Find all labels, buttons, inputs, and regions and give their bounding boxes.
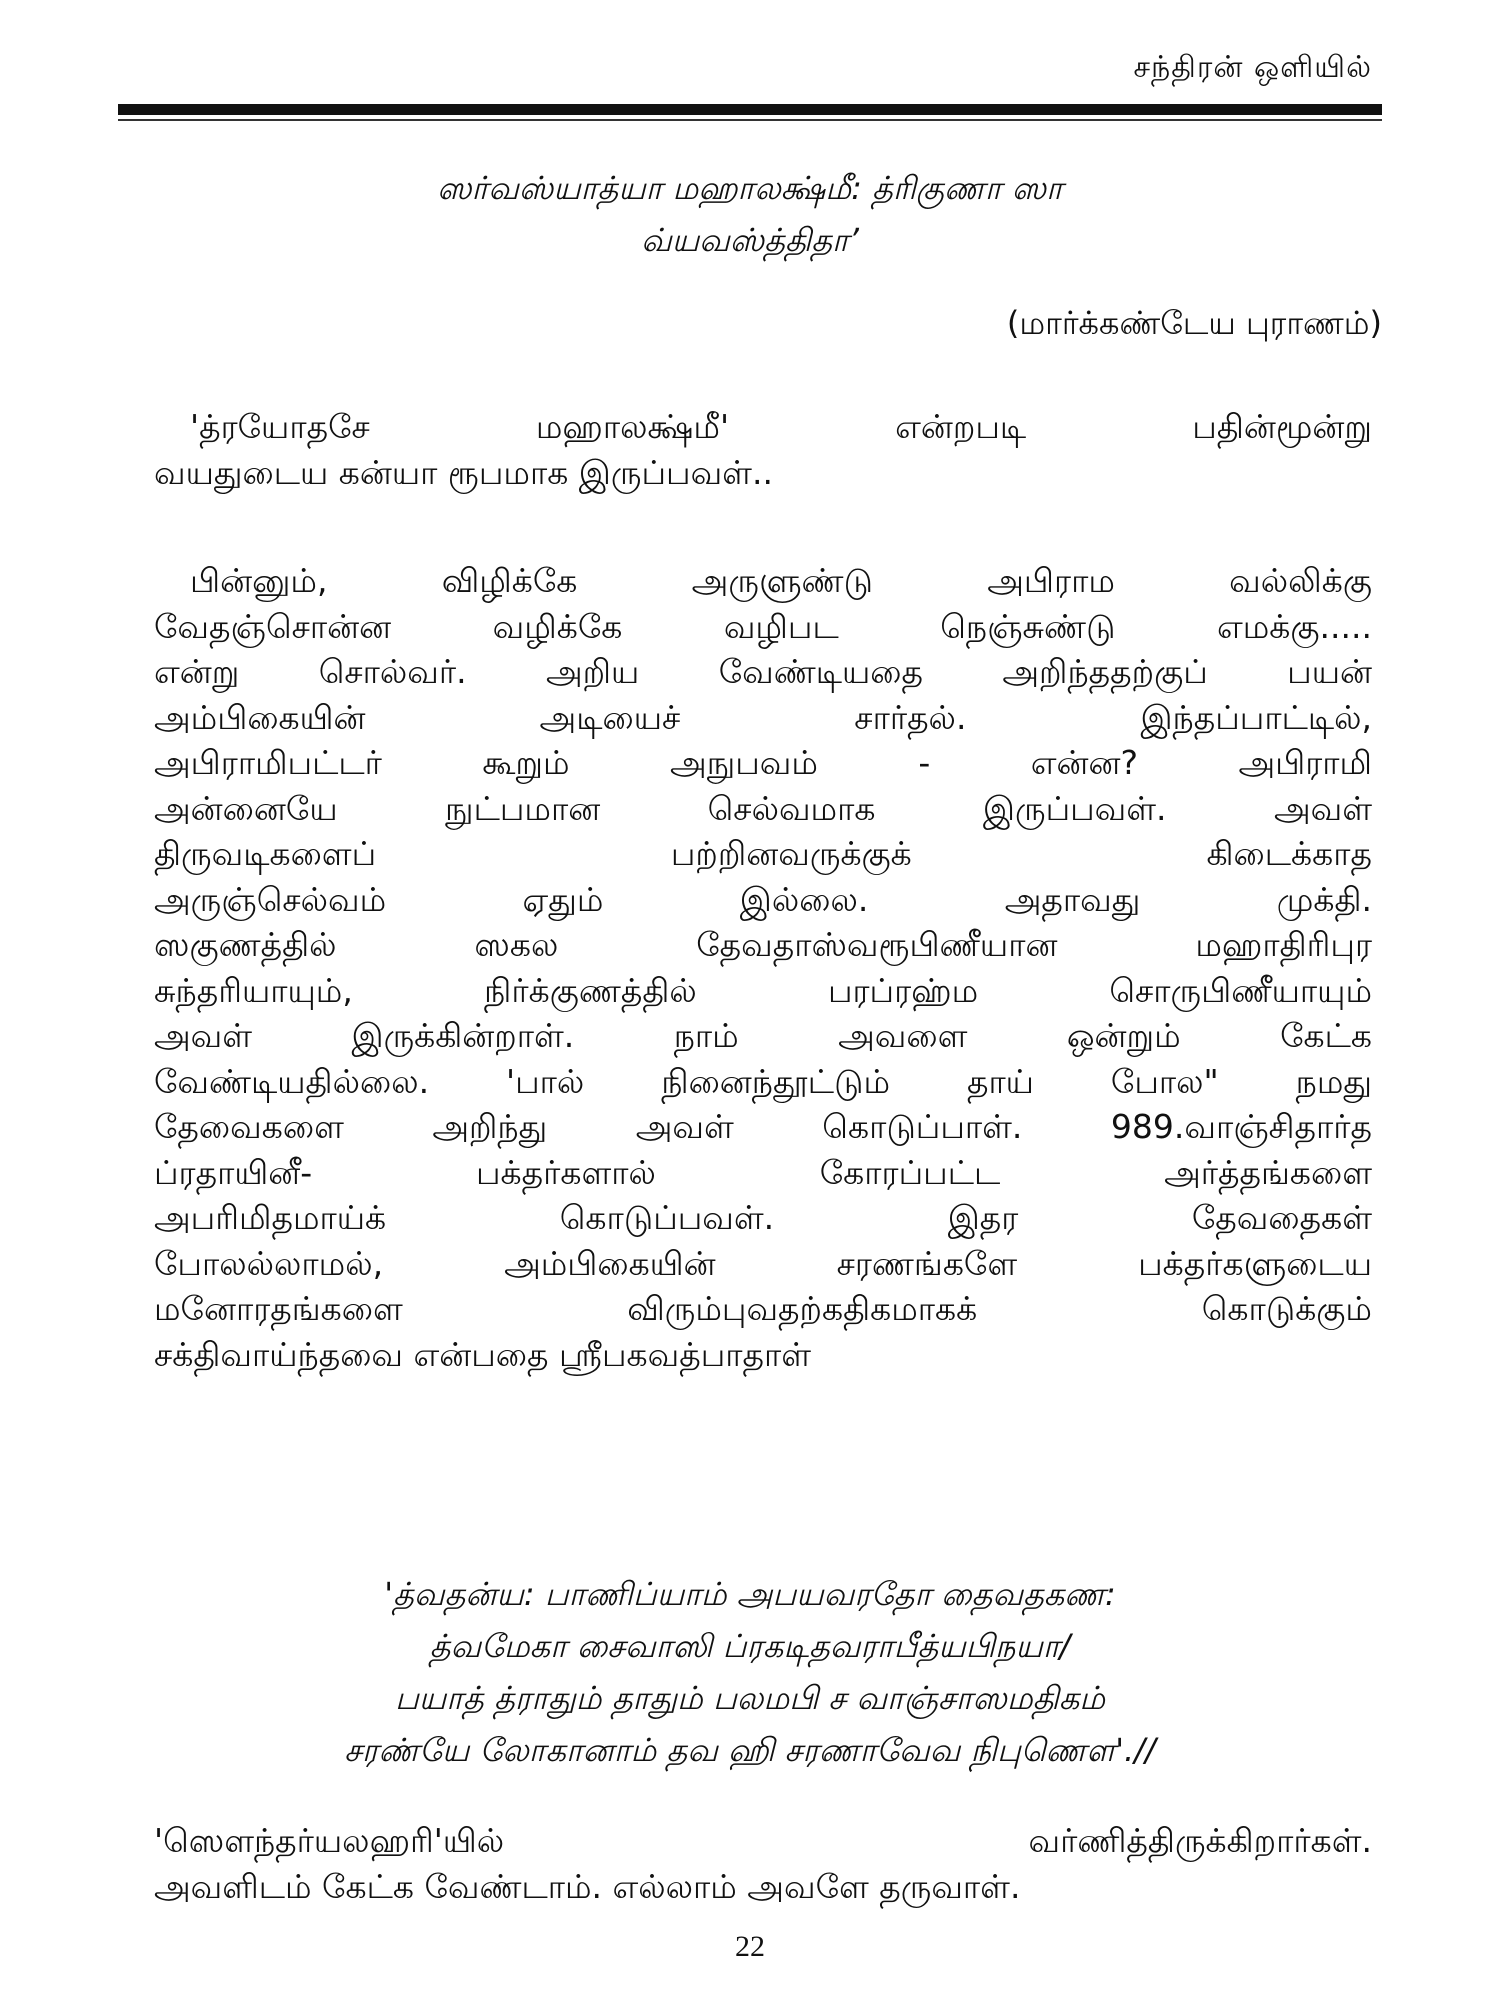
text-line: போலல்லாமல், அம்பிகையின் சரணங்களே பக்தர்களுடைய (154, 1243, 1372, 1283)
quote-source: (மார்க்கண்டேய புராணம்) (1006, 304, 1382, 342)
text-line: என்று சொல்வர். அறிய வேண்டியதை அறிந்ததற்குப் பயன் (154, 652, 1372, 691)
text-line: அபரிமிதமாய்க் கொடுப்பவள். இதர தேவதைகள் (154, 1198, 1372, 1237)
header-rule-thin (118, 119, 1382, 121)
text-line: அம்பிகையின் அடியைச் சார்தல். இந்தப்பாட்டில், (154, 697, 1372, 737)
running-title: சந்திரன் ஒளியில் (1133, 50, 1372, 85)
quote-line: த்வமேகா சைவாஸி ப்ரகடிதவராபீத்யபிநயா/ (429, 1627, 1071, 1665)
paragraph-1 (154, 404, 1372, 495)
text-line: 'த்ரயோதசே மஹாலக்ஷ்மீ' என்றபடி பதின்மூன்று (190, 407, 1372, 446)
text-line: அன்னையே நுட்பமான செல்வமாக இருப்பவள். அவள் (154, 788, 1372, 828)
text-line: அருஞ்செல்வம் ஏதும் இல்லை. அதாவது முக்தி. (154, 879, 1372, 919)
paragraph-2 (154, 558, 1372, 1377)
text-line: ஸகுணத்தில் ஸகல தேவதாஸ்வரூபிணீயான மஹாதிரிபுர (154, 925, 1372, 964)
quote-line: ஸர்வஸ்யாத்யா மஹாலக்ஷ்மீ: த்ரிகுணா ஸா (437, 169, 1063, 207)
text-line: சக்திவாய்ந்தவை என்பதை ஸ்ரீபகவத்பாதாள் (154, 1334, 812, 1374)
page-number: 22 (735, 1930, 765, 1963)
quote-line: வ்யவஸ்த்திதா’ (641, 221, 859, 259)
paragraph-3 (154, 1818, 1372, 1909)
quote-line: பயாத் த்ராதும் தாதும் பலமபி ச வாஞ்சாஸமதிகம் (394, 1679, 1106, 1717)
text-line: பின்னும், விழிக்கே அருளுண்டு அபிராம வல்லிக்கு (190, 561, 1372, 600)
quote-markandeya (150, 162, 1350, 266)
text-line: வேதஞ்சொன்ன வழிக்கே வழிபட நெஞ்சுண்டு எமக்கு..... (154, 606, 1372, 646)
text-line: அபிராமிபட்டர் கூறும் அநுபவம் - என்ன? அபிராமி (154, 743, 1372, 782)
text-line: அவள் இருக்கின்றாள். நாம் அவளை ஒன்றும் கேட்க (154, 1016, 1372, 1055)
quote-line: 'த்வதன்ய: பாணிப்யாம் அபயவரதோ தைவதகண: (384, 1575, 1116, 1613)
header-rule-thick (118, 104, 1382, 115)
text-line: ப்ரதாயினீ- பக்தர்களால் கோரப்பட்ட அர்த்தங்களை (154, 1152, 1372, 1192)
text-line: மனோரதங்களை விரும்புவதற்கதிகமாகக் கொடுக்கும் (154, 1289, 1372, 1328)
text-line: திருவடிகளைப் பற்றினவருக்குக் கிடைக்காத (154, 834, 1372, 873)
text-line: 'ஸௌந்தர்யலஹரி'யில் வர்ணித்திருக்கிறார்கள். (154, 1821, 1372, 1860)
text-line: அவளிடம் கேட்க வேண்டாம். எல்லாம் அவளே தருவாள். (154, 1866, 1021, 1906)
text-line: தேவைகளை அறிந்து அவள் கொடுப்பாள். 989.வாஞ்சிதார்த (154, 1107, 1372, 1146)
text-line: வேண்டியதில்லை. 'பால் நினைந்தூட்டும் தாய் போல" நமது (154, 1061, 1372, 1101)
text-line: வயதுடைய கன்யா ரூபமாக இருப்பவள்.. (154, 452, 773, 492)
quote-line: சரண்யே லோகானாம் தவ ஹி சரணாவேவ நிபுணௌ'.// (344, 1731, 1156, 1769)
quote-soundaryalahari (150, 1568, 1350, 1776)
text-line: சுந்தரியாயும், நிர்க்குணத்தில் பரப்ரஹ்ம சொருபிணீயாயும் (154, 970, 1372, 1010)
